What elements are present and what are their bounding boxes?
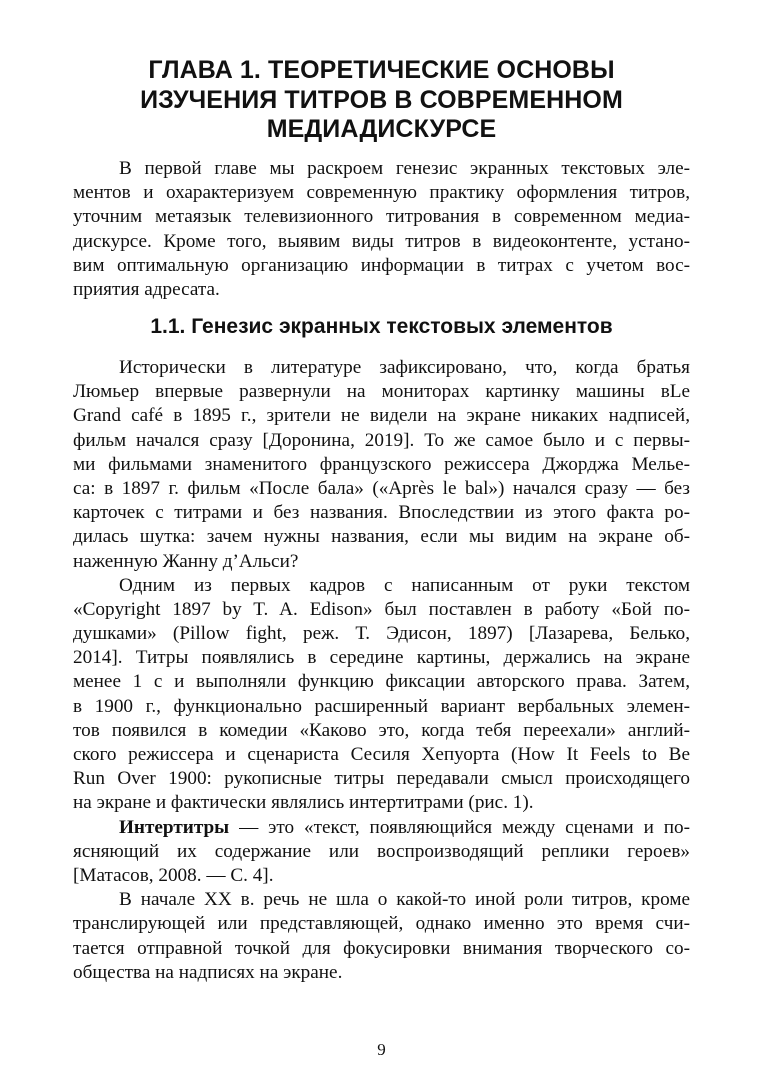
text-line: 2014]. Титры появлялись в середине картины, держались на экране xyxy=(73,647,690,669)
text-line: приятия адресата. xyxy=(73,278,220,300)
text-line: В начале XX в. речь не шла о какой-то иной роли титров, кроме xyxy=(119,889,690,911)
text-line: ясняющий их содержание или воспроизводящий реплики героев» xyxy=(73,840,690,862)
text-line: Люмьер впервые развернули на мониторах картинку машины вLe xyxy=(73,381,690,403)
text-line: — это «текст, появляющийся между сценами и по- xyxy=(239,816,691,838)
text-line: на экране и фактически являлись интертитрами (рис. 1). xyxy=(73,792,534,814)
intro-paragraph xyxy=(73,157,690,302)
text-line: общества на надписях на экране. xyxy=(73,961,343,983)
text-line: Одним из первых кадров с написанным от руки текстом xyxy=(119,574,690,596)
chapter-title-line: ИЗУЧЕНИЯ ТИТРОВ В СОВРЕМЕННОМ xyxy=(140,85,623,114)
text-line: «Copyright 1897 by T. A. Edison» был поставлен в работу «Бой по- xyxy=(73,598,690,620)
text-line: транслирующей или представляющей, однако именно это время счи- xyxy=(73,913,690,935)
text-line: дискурсе. Кроме того, выявим виды титров в видеоконтенте, устано- xyxy=(73,230,690,252)
chapter-title-line: МЕДИАДИСКУРСЕ xyxy=(266,115,497,143)
text-line: наженную Жанну д’Альси? xyxy=(73,550,299,572)
text-line: Grand café в 1895 г., зрители не видели на экране никаких надписей, xyxy=(73,405,690,427)
section-title: 1.1. Генезис экранных текстовых элементов xyxy=(150,315,613,338)
text-line: [Матасов, 2008. — С. 4]. xyxy=(73,864,274,886)
text-line: в 1900 г., функционально расширенный вариант вербальных элемен- xyxy=(73,695,690,717)
text-line: ми фильмами знаменитого французского режиссера Джорджа Мелье- xyxy=(73,453,690,475)
text-line: карточек с титрами и без названия. Впоследствии из этого факта ро- xyxy=(73,502,690,524)
definition-line xyxy=(73,816,690,840)
text-line: тов появился в комедии «Каково это, когда тебя переехали» англий- xyxy=(73,719,690,741)
text-line: ментов и охарактеризуем современную практику оформления титров, xyxy=(73,182,690,204)
page-number: 9 xyxy=(377,1040,386,1059)
chapter-title xyxy=(73,56,690,145)
text-line: фильм начался сразу [Доронина, 2019]. То же самое было и с первы- xyxy=(73,429,690,451)
text-line: вим оптимальную организацию информации в титрах с учетом вос- xyxy=(73,254,690,276)
text-line: Исторически в литературе зафиксировано, что, когда братья xyxy=(119,357,690,378)
text-line: душками» (Pillow fight, реж. Т. Эдисон, 1897) [Лазарева, Белько, xyxy=(73,623,690,645)
text-line: В первой главе мы раскроем генезис экранных текстовых эле- xyxy=(119,158,690,179)
defined-term: Интертитры xyxy=(119,816,230,838)
text-line: уточним метаязык телевизионного титрования в современном медиа- xyxy=(73,206,690,228)
text-line: тается отправной точкой для фокусировки внимания творческого со- xyxy=(73,937,690,959)
text-line: Run Over 1900: рукописные титры передавали смысл происходящего xyxy=(73,768,690,790)
body-text xyxy=(73,356,690,985)
chapter-title-line: ГЛАВА 1. ТЕОРЕТИЧЕСКИЕ ОСНОВЫ xyxy=(148,56,615,84)
text-line: са: в 1897 г. фильм «После бала» («Après le bal») начался сразу — без xyxy=(73,477,690,499)
text-line: менее 1 с и выполняли функцию фиксации авторского права. Затем, xyxy=(73,671,690,693)
text-line: дилась шутка: зачем нужны названия, если мы видим на экране об- xyxy=(73,526,690,548)
text-line: ского режиссера и сценариста Сесиля Хепуорта (How It Feels to Be xyxy=(73,744,690,765)
